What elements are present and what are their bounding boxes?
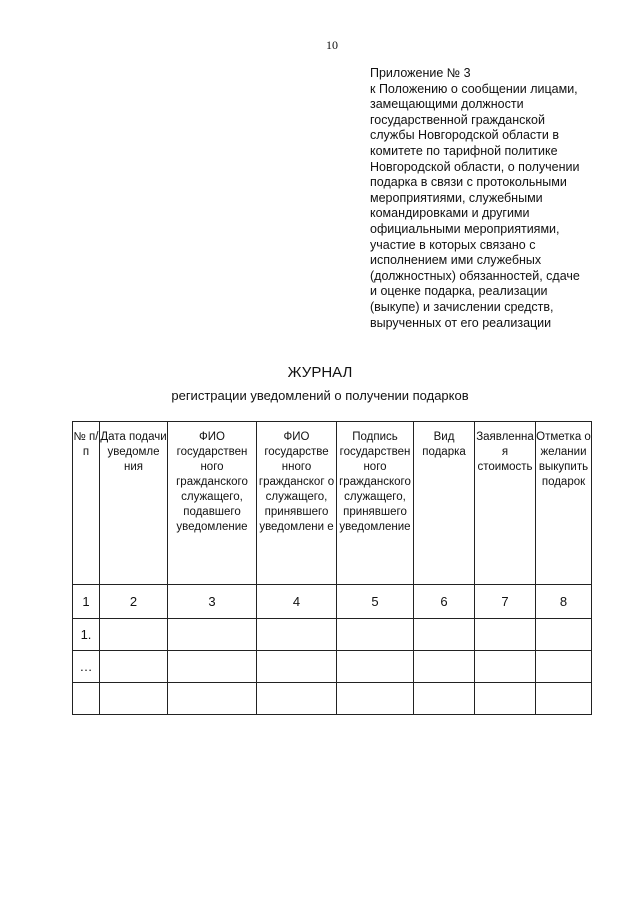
table-cell [414,651,475,683]
header-cell-value: Заявленна я стоимость [475,422,536,585]
table-cell [257,651,337,683]
appendix-line: службы Новгородской области в [370,128,559,143]
table-cell [100,619,168,651]
table-cell [475,651,536,683]
table-cell [414,619,475,651]
appendix-line: командировками и другими [370,206,530,221]
column-number: 5 [337,585,414,619]
table-cell [257,683,337,715]
table-cell [100,651,168,683]
table-cell [536,619,592,651]
appendix-line: вырученных от его реализации [370,315,552,330]
column-number: 7 [475,585,536,619]
column-number-row [73,585,592,619]
appendix-line: (выкупе) и зачислении средств, [370,299,554,314]
register-table [72,421,592,715]
page-number: 10 [326,38,338,52]
column-number: 1 [73,585,100,619]
journal-title: ЖУРНАЛ [287,364,353,381]
header-cell-number: № п/п [73,422,100,585]
column-number: 3 [168,585,257,619]
header-cell-buyout: Отметка о желании выкупить подарок [536,422,592,585]
table-cell [337,683,414,715]
table-cell [337,651,414,683]
table-cell [100,683,168,715]
appendix-block [370,66,610,331]
appendix-line: государственной гражданской [370,112,545,127]
appendix-line: Новгородской области, о получении [370,159,580,174]
table-cell [168,651,257,683]
table-cell [536,651,592,683]
header-cell-receiver: ФИО государстве нного гражданског о служащего, принявшего уведомлени е [257,422,337,585]
table-cell: … [73,651,100,683]
column-number: 8 [536,585,592,619]
appendix-line: мероприятиями, служебными [370,190,543,205]
table-cell: 1. [73,619,100,651]
appendix-line: замещающими должности [370,97,524,112]
appendix-line: исполнением ими служебных [370,253,542,268]
column-number: 4 [257,585,337,619]
appendix-line: подарка в связи с протокольными [370,175,567,190]
appendix-line: официальными мероприятиями, [370,221,560,236]
appendix-line: (должностных) обязанностей, сдаче [370,268,580,283]
table-cell [73,683,100,715]
column-number: 6 [414,585,475,619]
appendix-line: к Положению о сообщении лицами, [370,81,578,96]
table-row [73,651,592,683]
table-cell [257,619,337,651]
appendix-line: и оценке подарка, реализации [370,284,548,299]
table-cell [168,619,257,651]
header-cell-date: Дата подачи уведомле ния [100,422,168,585]
table-cell [475,619,536,651]
table-cell [414,683,475,715]
journal-subtitle: регистрации уведомлений о получении подарков [171,388,469,403]
table-cell [475,683,536,715]
table-cell [536,683,592,715]
table-cell [337,619,414,651]
appendix-line: участие в которых связано с [370,237,536,252]
table-row [73,683,592,715]
appendix-line: комитете по тарифной политике [370,143,558,158]
appendix-line: Приложение № 3 [370,66,471,80]
table-row [73,619,592,651]
header-cell-signature: Подпись государствен ного гражданского служащего, принявшего уведомление [337,422,414,585]
table-cell [168,683,257,715]
header-cell-submitter: ФИО государствен ного гражданского служащего, подавшего уведомление [168,422,257,585]
header-row [73,422,592,585]
header-cell-gift-type: Вид подарка [414,422,475,585]
column-number: 2 [100,585,168,619]
